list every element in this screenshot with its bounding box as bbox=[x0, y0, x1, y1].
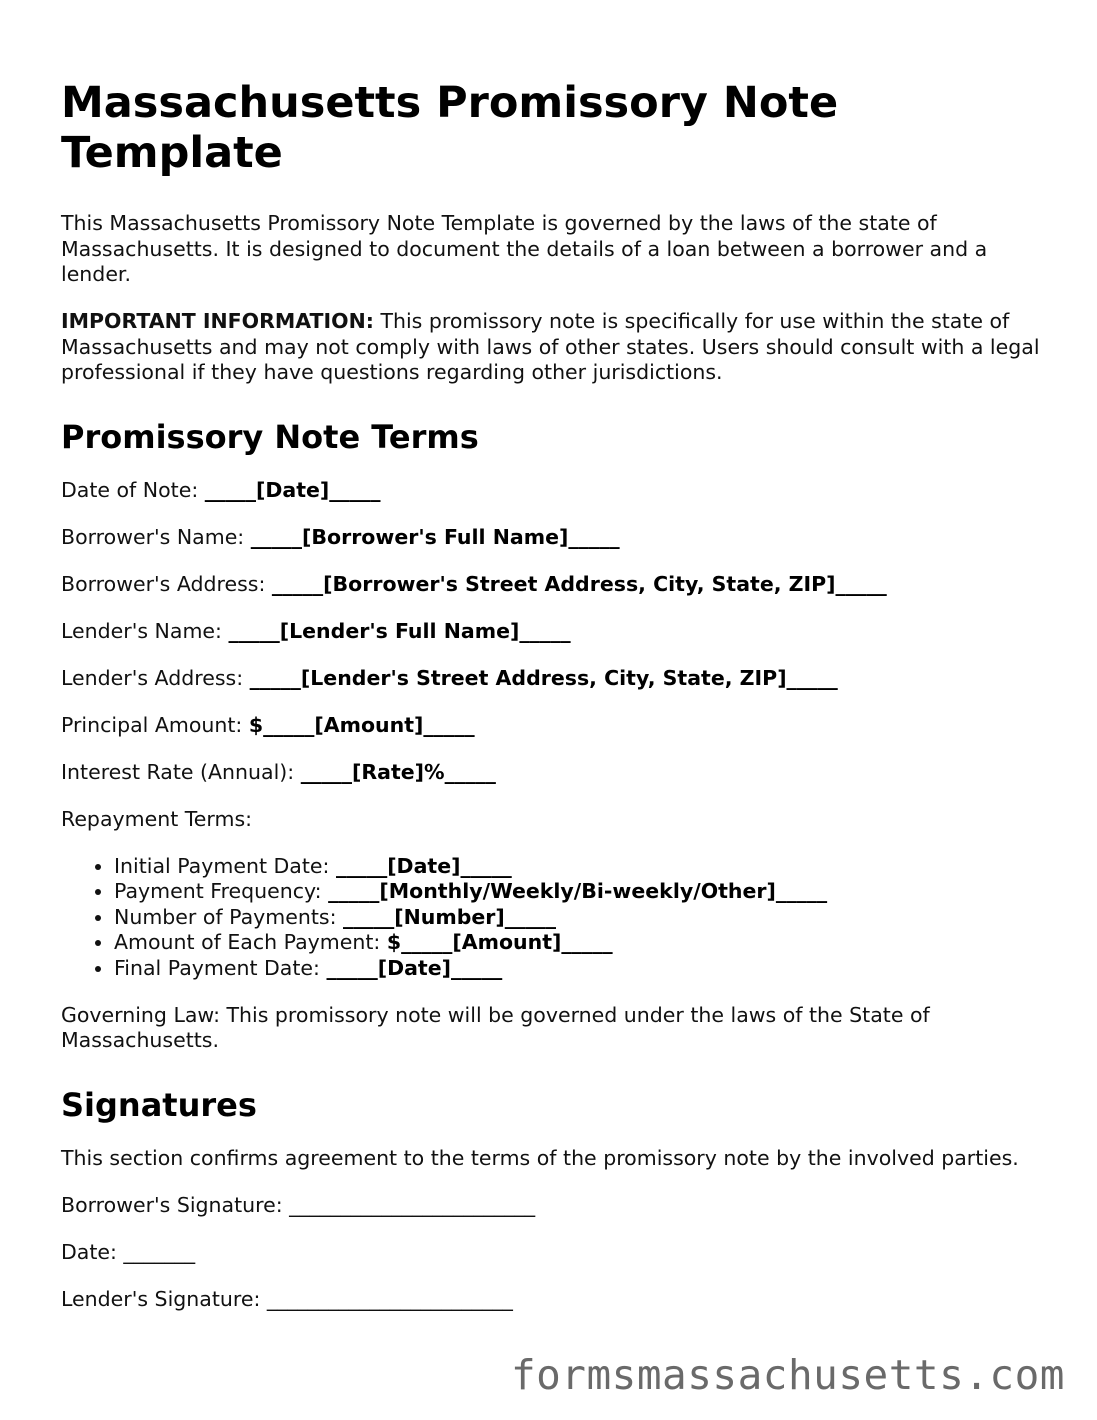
field-value: $_____[Amount]_____ bbox=[248, 712, 475, 737]
field-label: Lender's Address: bbox=[61, 665, 250, 690]
field-label: Interest Rate (Annual): bbox=[61, 759, 301, 784]
lender-signature-line[interactable]: Lender's Signature: ________________________ bbox=[61, 1286, 513, 1311]
item-label: Number of Payments: bbox=[114, 904, 343, 929]
item-label: Payment Frequency: bbox=[114, 879, 329, 903]
repayment-terms-list bbox=[61, 854, 1051, 982]
signatures-intro: This section confirms agreement to the terms of the promissory note by the involved parties. bbox=[61, 1145, 1019, 1170]
list-item bbox=[114, 905, 1051, 931]
list-item bbox=[114, 879, 1051, 905]
field-interest-rate bbox=[61, 760, 1051, 786]
item-value: _____[Monthly/Weekly/Bi-weekly/Other]_____ bbox=[328, 879, 828, 903]
list-item bbox=[114, 930, 1051, 956]
field-lender-name bbox=[61, 619, 1051, 645]
list-item bbox=[114, 956, 1051, 982]
item-value: _____[Date]_____ bbox=[335, 853, 512, 878]
item-value: _____[Date]_____ bbox=[326, 955, 503, 980]
terms-heading: Promissory Note Terms bbox=[61, 417, 479, 456]
page-title: Massachusetts Promissory Note Template bbox=[61, 78, 839, 178]
field-value: _____[Borrower's Street Address, City, State, ZIP]_____ bbox=[271, 571, 887, 596]
site-watermark: formsmassachusetts.com bbox=[510, 1351, 1065, 1399]
field-borrower-name bbox=[61, 525, 1051, 551]
important-text: This promissory note is specifically for use within the state of Massachusetts and may not comply with laws of other states. Users should consult with a legal professional if they have questions regarding other jurisdictions. bbox=[61, 309, 1040, 384]
field-value: _____[Date]_____ bbox=[204, 477, 381, 502]
signatures-heading: Signatures bbox=[61, 1085, 257, 1124]
field-lender-address bbox=[61, 666, 1051, 692]
field-label: Lender's Name: bbox=[61, 618, 229, 643]
item-value: $_____[Amount]_____ bbox=[386, 930, 613, 954]
important-label: IMPORTANT INFORMATION: bbox=[61, 309, 374, 333]
date-line[interactable]: Date: _______ bbox=[61, 1239, 196, 1264]
repayment-terms-label: Repayment Terms: bbox=[61, 806, 253, 831]
governing-law: Governing Law: This promissory note will be governed under the laws of the State of Massachusetts. bbox=[61, 1002, 930, 1052]
item-label: Final Payment Date: bbox=[114, 955, 327, 980]
field-principal-amount bbox=[61, 713, 1051, 739]
field-label: Borrower's Name: bbox=[61, 524, 251, 549]
field-date-of-note bbox=[61, 478, 1051, 504]
item-label: Initial Payment Date: bbox=[114, 853, 336, 878]
important-notice bbox=[61, 309, 1051, 386]
intro-paragraph: This Massachusetts Promissory Note Template is governed by the laws of the state of Massachusetts. It is designed to document the details of a loan between a borrower and a lender. bbox=[61, 211, 988, 286]
field-borrower-address bbox=[61, 572, 1051, 598]
field-value: _____[Rate]%_____ bbox=[300, 759, 496, 784]
field-label: Principal Amount: bbox=[61, 712, 249, 737]
field-label: Borrower's Address: bbox=[61, 571, 272, 596]
document-page bbox=[61, 78, 1051, 1334]
field-value: _____[Lender's Full Name]_____ bbox=[228, 618, 571, 643]
field-label: Date of Note: bbox=[61, 477, 205, 502]
item-value: _____[Number]_____ bbox=[343, 904, 557, 929]
list-item bbox=[114, 854, 1051, 880]
field-value: _____[Borrower's Full Name]_____ bbox=[250, 524, 620, 549]
item-label: Amount of Each Payment: bbox=[114, 930, 387, 954]
field-value: _____[Lender's Street Address, City, State, ZIP]_____ bbox=[249, 665, 838, 690]
borrower-signature-line[interactable]: Borrower's Signature: ________________________ bbox=[61, 1192, 536, 1217]
